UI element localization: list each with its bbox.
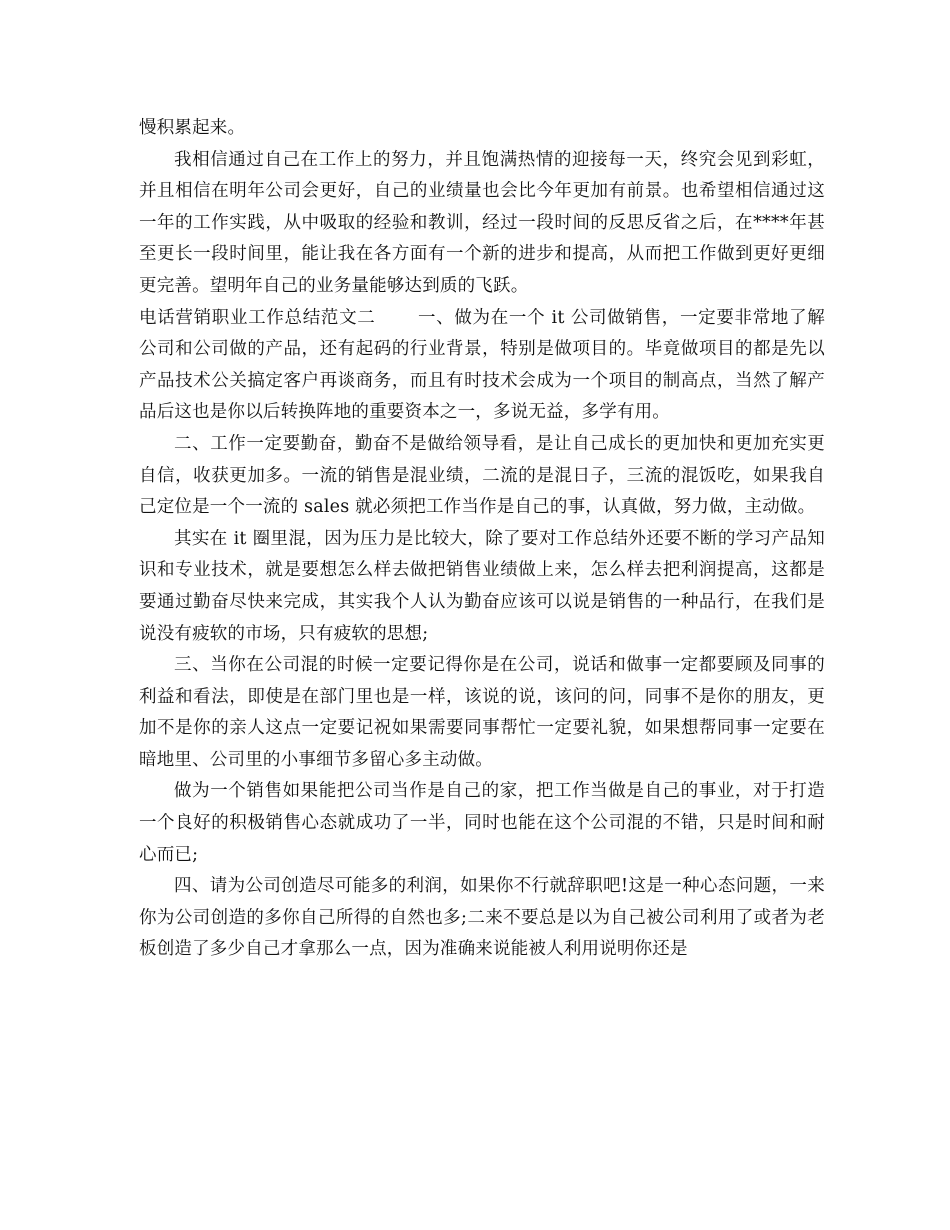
paragraph-point-four: 四、请为公司创造尽可能多的利润，如果你不行就辞职吧!这是一种心态问题，一来你为公司创造的多你自己所得的自然也多;二来不要总是以为自己被公司利用了或者为老板创造了多少自己才拿那么一点，因为准确来说能被人利用说明你还是 [139, 876, 825, 960]
paragraph-it-circle: 其实在 it 圈里混，因为压力是比较大，除了要对工作总结外还要不断的学习产品知识和专业技术，就是要想怎么样去做把销售业绩做上来，怎么样去把利润提高，这都是要通过勤奋尽快来完成，其实我个人认为勤奋应该可以说是销售的一种品行，在我们是说没有疲软的市场，只有疲软的思想; [139, 528, 825, 644]
paragraph-company-as-home: 做为一个销售如果能把公司当作是自己的家，把工作当做是自己的事业，对于打造一个良好的积极销售心态就成功了一半，同时也能在这个公司混的不错，只是时间和耐心而已; [139, 781, 825, 865]
paragraph-continuation: 慢积累起来。 [139, 118, 246, 138]
paragraph-point-two: 二、工作一定要勤奋，勤奋不是做给领导看，是让自己成长的更加快和更加充实更自信，收获更加多。一流的销售是混业绩，二流的是混日子，三流的混饭吃，如果我自己定位是一个一流的 sales 就必须把工作当作是自己的事，认真做，努力做，主动做。 [139, 433, 825, 518]
section-title: 电话营销职业工作总结范文二 [139, 307, 376, 328]
paragraph-point-three: 三、当你在公司混的时候一定要记得你是在公司，说话和做事一定都要顾及同事的利益和看法，即使是在部门里也是一样，该说的说，该问的问，同事不是你的朋友，更加不是你的亲人这点一定要记祝如果需要同事帮忙一定要礼貌，如果想帮同事一定要在暗地里、公司里的小事细节多留心多主动做。 [139, 655, 825, 770]
paragraph-outlook: 我相信通过自己在工作上的努力，并且饱满热情的迎接每一天，终究会见到彩虹，并且相信在明年公司会更好，自己的业绩量也会比今年更加有前景。也希望相信通过这一年的工作实践，从中吸取的经验和教训，经过一段时间的反思反省之后，在****年甚至更长一段时间里，能让我在各方面有一个新的进步和提高，从而把工作做到更好更细更完善。望明年自己的业务量能够达到质的飞跃。 [139, 149, 825, 296]
paragraph-section-start [139, 303, 825, 429]
document-body [139, 113, 825, 966]
section-intro: 一、做为在一个 it 公司做销售，一定要非常地了解公司和公司做的产品，还有起码的行业背景，特别是做项目的。毕竟做项目的都是先以产品技术公关搞定客户再谈商务，而且有时技术会成为一个项目的制高点，当然了解产品后这也是你以后转换阵地的重要资本之一，多说无益，多学有用。 [139, 307, 825, 423]
